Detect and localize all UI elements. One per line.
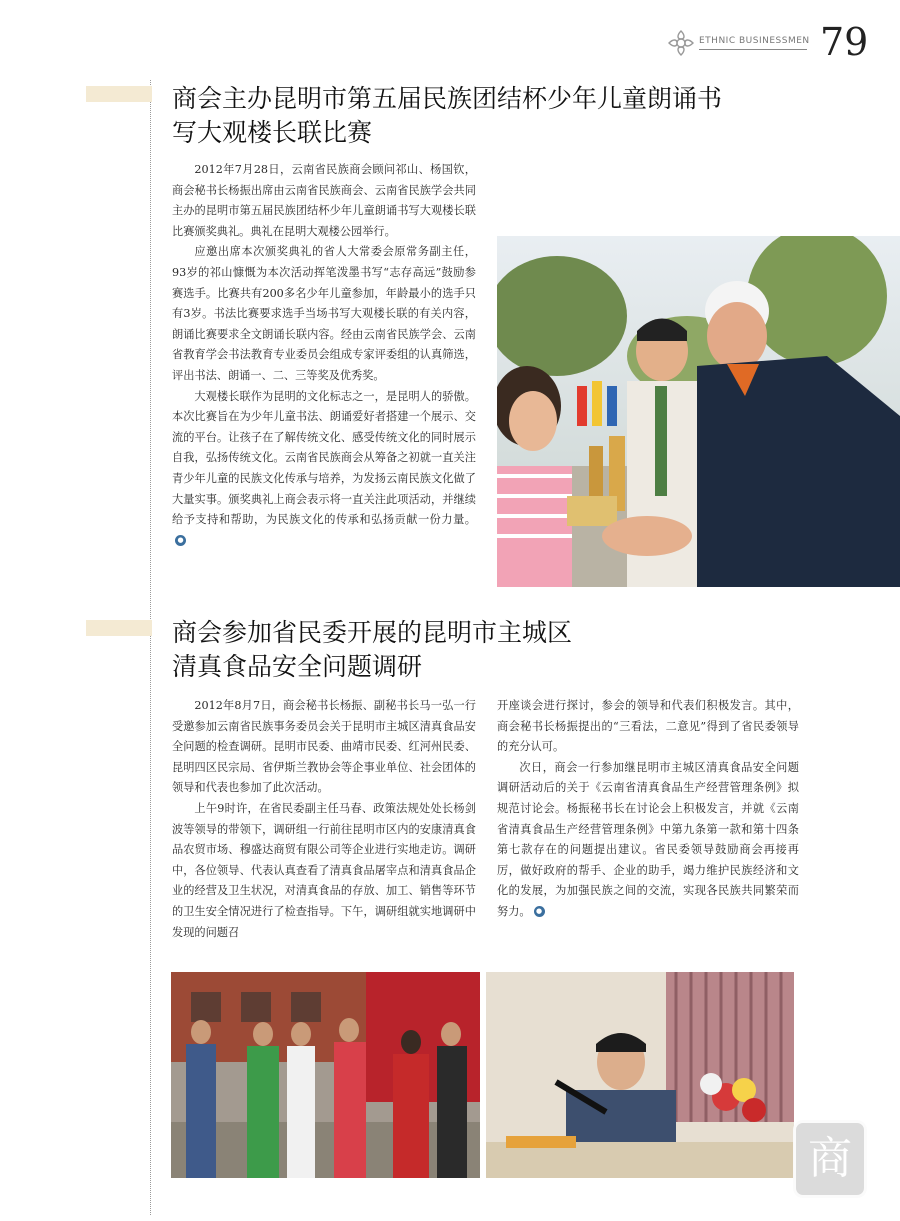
market-visit-photo [171,972,480,1178]
article1-paragraph-2: 应邀出席本次颁奖典礼的省人大常委会原常务副主任，93岁的祁山慷慨为本次活动挥笔泼墨书写“志存高远”鼓励参赛选手。比赛共有200多名少年儿童参加，年龄最小的选手只有3岁。书法比赛要求选手当场书写大观楼长联的有关内容，朗诵比赛要求全文朗诵长联内容。经由云南省民族学会、云南省教育学会书法教育专业委员会组成专家评委组的认真筛选，评出书法、朗诵一、二、三等奖及优秀奖。 [172,245,476,382]
article1-title-line2: 写大观楼长联比赛 [172,118,373,147]
end-mark-icon: ● [534,906,545,917]
magazine-ornament-icon [666,28,696,58]
title-accent-bar [86,86,152,102]
header-rule [699,49,807,50]
magazine-name: ETHNIC BUSINESSMEN [699,36,810,46]
award-ceremony-photo [497,236,900,587]
article2-column-1 [172,696,476,943]
article1-body [172,160,476,551]
article2-col1-paragraph-2: 上午9时许，在省民委副主任马春、政策法规处处长杨剑波等领导的带领下，调研组一行前往昆明市区内的安康清真食品农贸市场、穆盛达商贸有限公司等企业进行实地走访。调研中，各位领导、代表认真查看了清真食品屠宰点和清真食品企业的经营及卫生状况，对清真食品的存放、加工、销售等环节的卫生安全情况进行了检查指导。下午，调研组就实地调研中发现的问题召 [172,801,476,939]
article1-paragraph-1: 2012年7月28日，云南省民族商会顾问祁山、杨国钦，商会秘书长杨振出席由云南省民族商会、云南省民族学会共同主办的昆明市第五届民族团结杯少年儿童朗诵书写大观楼长联比赛颁奖典礼。典礼在昆明大观楼公园举行。 [172,163,476,238]
article2-col2-paragraph-2: 次日，商会一行参加继昆明市主城区清真食品安全问题调研活动后的关于《云南省清真食品生产经营管理条例》拟规范讨论会。杨振秘书长在讨论会上积极发言，并就《云南省清真食品生产经营管理条例》中第九条第一款和第十四条第七款存在的问题提出建议。省民委领导鼓励商会再接再厉，做好政府的帮手、企业的助手，竭力维护民族经济和文化的发展，为加强民族之间的交流，实现各民族共同繁荣而努力。 [497,760,799,918]
watermark-badge: 商 [793,1120,867,1198]
article2-column-2 [497,696,799,923]
article1-title-line1: 商会主办昆明市第五届民族团结杯少年儿童朗诵书 [172,84,723,113]
page-number: 79 [820,20,869,64]
margin-dotted-line [150,80,151,1215]
article2-title-line1: 商会参加省民委开展的昆明市主城区 [172,618,573,647]
article2-title-line2: 清真食品安全问题调研 [172,652,423,681]
title-accent-bar [86,620,152,636]
meeting-photo [486,972,794,1178]
article1-paragraph-3: 大观楼长联作为昆明的文化标志之一，是昆明人的骄傲。本次比赛旨在为少年儿童书法、朗诵爱好者搭建一个展示、交流的平台。让孩子在了解传统文化、感受传统文化的同时展示自我，弘扬传统文化。云南省民族商会从筹备之初就一直关注青少年儿童的民族文化传承与培养，为发扬云南民族文化做了大量实事。颁奖典礼上商会表示将一直关注此项活动，并继续给予支持和帮助，为民族文化的传承和弘扬贡献一份力量。 [172,389,476,527]
article2-title [172,616,572,684]
article2-col2-paragraph-1: 开座谈会进行探讨，参会的领导和代表们积极发言。其中，商会秘书长杨振提出的“三看法，二意见”得到了省民委领导的充分认可。 [497,699,799,754]
article2-col1-paragraph-1: 2012年8月7日，商会秘书长杨振、副秘书长马一弘一行受邀参加云南省民族事务委员会关于昆明市主城区清真食品安全问题的检查调研。昆明市民委、曲靖市民委、红河州民委、昆明四区民宗局、省伊斯兰教协会等企事业单位、社会团体的领导和代表也参加了此次活动。 [172,699,476,795]
article1-title [172,82,722,150]
end-mark-icon: ● [175,535,186,546]
